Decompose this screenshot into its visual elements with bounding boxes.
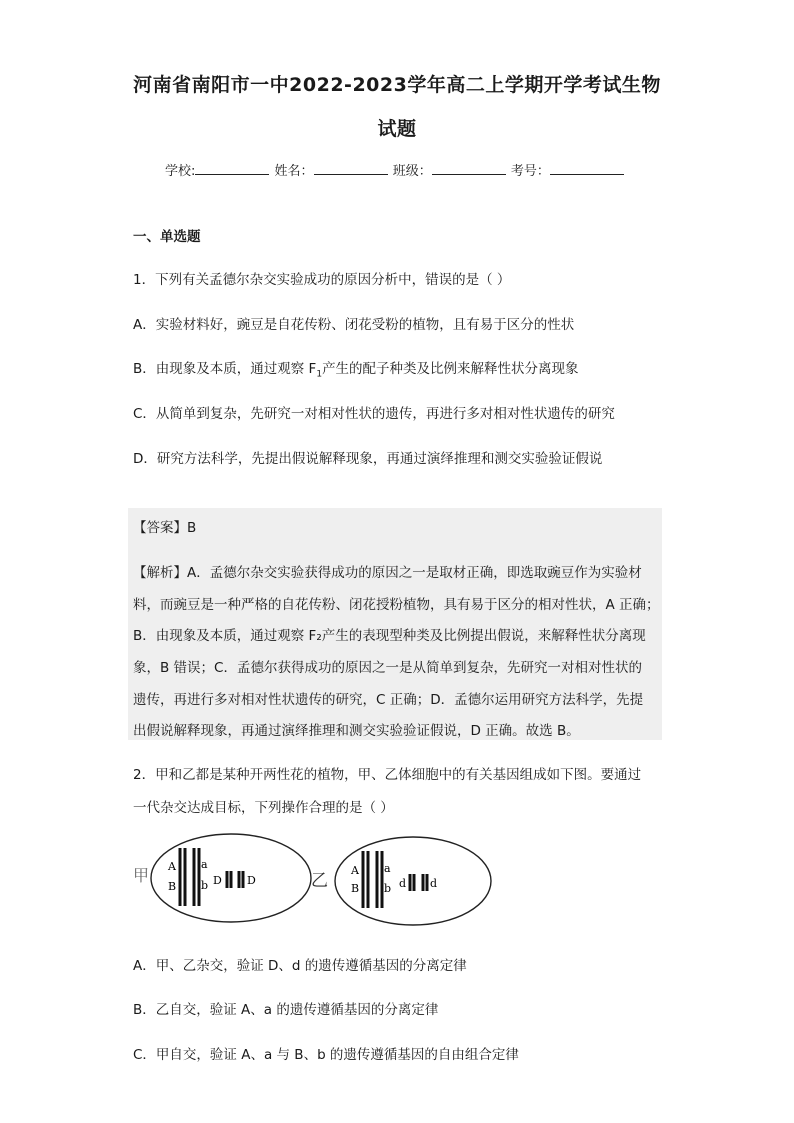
q1-analysis-line: 【解析】A．孟德尔杂交实验获得成功的原因之一是取材正确，即选取豌豆作为实验材 [133, 565, 642, 581]
section-heading: 一、单选题 [133, 229, 201, 245]
name-blank[interactable] [314, 160, 388, 175]
class-blank[interactable] [432, 160, 506, 175]
gene-label: B [168, 880, 177, 893]
q1-stem: 1．下列有关孟德尔杂交实验成功的原因分析中，错误的是（ ） [133, 272, 511, 288]
q1-analysis-line: 出假说解释现象，再通过演绎推理和测交实验验证假说，D 正确。故选 B。 [133, 723, 580, 739]
gene-label: D [247, 874, 256, 887]
class-label: 班级： [392, 164, 432, 179]
jia-label: 甲 [133, 866, 150, 885]
gene-label: D [213, 874, 222, 887]
q1-analysis-line: 遗传，再进行多对相对性状遗传的研究，C 正确；D．孟德尔运用研究方法科学，先提 [133, 692, 644, 708]
q1-analysis-line: 料，而豌豆是一种严格的自花传粉、闭花授粉植物，具有易于区分的相对性状，A 正确； [133, 597, 660, 613]
gene-label: a [384, 862, 391, 875]
gene-label: d [399, 877, 407, 890]
q1-option-b-sub: 1 [316, 369, 323, 380]
gene-label: a [201, 858, 208, 871]
gene-label: d [430, 877, 438, 890]
school-blank[interactable] [195, 160, 269, 175]
q2-stem-line2: 一代杂交达成目标，下列操作合理的是（ ） [133, 800, 394, 816]
q2-option-a: A．甲、乙杂交，验证 D、d 的遗传遵循基因的分离定律 [133, 958, 467, 974]
q1-option-b-post: 产生的配子种类及比例来解释性状分离现象 [322, 361, 579, 377]
gene-label: A [351, 864, 359, 877]
name-label: 姓名： [274, 164, 314, 179]
page-title: 河南省南阳市一中2022-2023学年高二上学期开学考试生物 [133, 74, 661, 96]
number-label: 考号： [510, 164, 550, 179]
school-label: 学校: [165, 164, 196, 179]
q1-option-a: A．实验材料好，豌豆是自花传粉、闭花受粉的植物，且有易于区分的性状 [133, 317, 575, 333]
q1-option-c: C．从简单到复杂，先研究一对相对性状的遗传，再进行多对相对性状遗传的研究 [133, 406, 615, 422]
cell-diagram [133, 828, 493, 928]
q2-option-c: C．甲自交，验证 A、a 与 B、b 的遗传遵循基因的自由组合定律 [133, 1047, 519, 1063]
gene-label: b [384, 882, 392, 895]
student-info-row [165, 160, 625, 179]
gene-label: B [351, 882, 360, 895]
q1-option-b-pre: B．由现象及本质，通过观察 F [133, 361, 317, 377]
gene-label: b [201, 879, 209, 892]
gene-label: A [168, 860, 176, 873]
q1-analysis-line: B．由现象及本质，通过观察 F₂产生的表现型种类及比例提出假说，来解释性状分离现 [133, 628, 646, 644]
number-blank[interactable] [550, 160, 624, 175]
page-title-continued: 试题 [377, 118, 417, 140]
q1-option-b [133, 357, 579, 380]
yi-label: 乙 [311, 871, 328, 891]
q2-option-b: B．乙自交，验证 A、a 的遗传遵循基因的分离定律 [133, 1002, 439, 1018]
q1-answer: 【答案】B [133, 520, 197, 536]
q1-option-d: D．研究方法科学，先提出假说解释现象，再通过演绎推理和测交实验验证假说 [133, 451, 603, 467]
q2-stem-line1: 2．甲和乙都是某种开两性花的植物，甲、乙体细胞中的有关基因组成如下图。要通过 [133, 767, 642, 783]
q1-analysis-line: 象，B 错误；C．孟德尔获得成功的原因之一是从简单到复杂，先研究一对相对性状的 [133, 660, 642, 676]
